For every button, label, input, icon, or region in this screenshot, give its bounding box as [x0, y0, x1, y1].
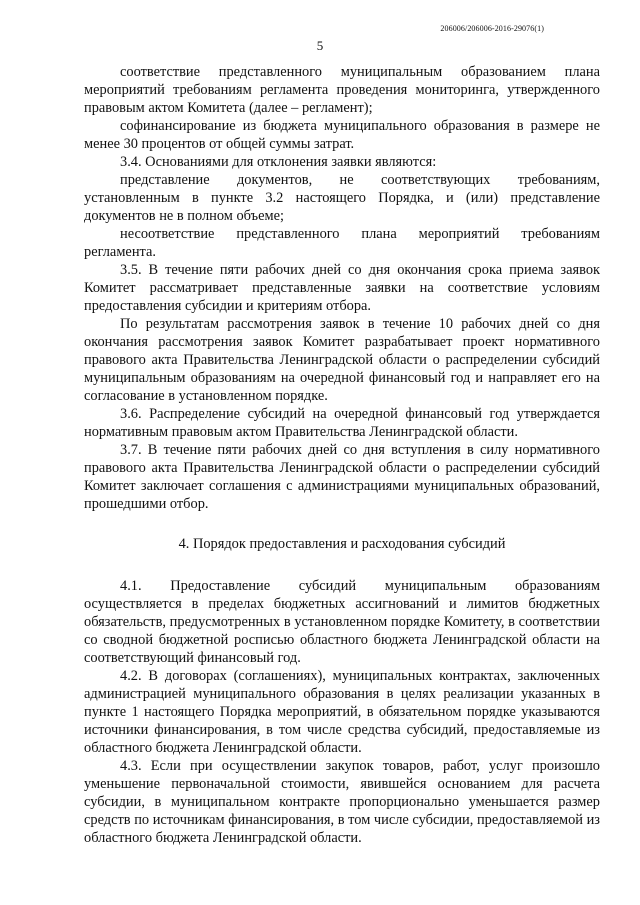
paragraph: софинансирование из бюджета муниципального образования в размере не менее 30 процентов от общей суммы затрат.	[84, 118, 600, 152]
paragraph: 3.4. Основаниями для отклонения заявки являются:	[120, 154, 437, 170]
paragraph: несоответствие представленного плана мероприятий требованиям регламента.	[84, 226, 600, 260]
paragraph: 3.6. Распределение субсидий на очередной финансовый год утверждается нормативным правовым актом Правительства Ленинградской области.	[84, 406, 600, 440]
document-id: 206006/206006-2016-29076(1)	[440, 24, 544, 33]
document-body	[84, 63, 600, 847]
paragraph: представление документов, не соответствующих требованиям, установленным в пункте 3.2 настоящего Порядка, и (или) представление документов не в полном объеме;	[84, 172, 600, 224]
paragraph: соответствие представленного муниципальным образованием плана мероприятий требованиям регламента проведения мониторинга, утвержденного правовым актом Комитета (далее – регламент);	[84, 64, 600, 116]
paragraph: 3.7. В течение пяти рабочих дней со дня вступления в силу нормативного правового акта Правительства Ленинградской области о распределении субсидий Комитет заключает соглашения с администрациями муниципальных образований, прошедшими отбор.	[84, 442, 600, 512]
paragraph: 4.3. Если при осуществлении закупок товаров, работ, услуг произошло уменьшение первоначальной стоимости, явившейся основанием для расчета субсидии, в муниципальном контракте пропорционально уменьшается размер средств по источникам финансирования, в том числе субсидии, предоставляемой из областного бюджета Ленинградской области.	[84, 758, 600, 846]
paragraph: 4.2. В договорах (соглашениях), муниципальных контрактах, заключенных администрацией муниципального образования в целях реализации указанных в пункте 1 настоящего Порядка мероприятий, в обязательном порядке указываются источники финансирования, в том числе средства субсидий, предоставляемые из областного бюджета Ленинградской области.	[84, 668, 600, 756]
section-title: 4. Порядок предоставления и расходования субсидий	[178, 536, 506, 552]
page-number: 5	[316, 38, 324, 53]
paragraph: 3.5. В течение пяти рабочих дней со дня окончания срока приема заявок Комитет рассматривает представленные заявки на соответствие условиям предоставления субсидии и критериям отбора.	[84, 262, 600, 314]
paragraph: 4.1. Предоставление субсидий муниципальным образованиям осуществляется в пределах бюджетных ассигнований и лимитов бюджетных обязательств, предусмотренных в установленном порядке Комитету, в соответствии со сводной бюджетной росписью областного бюджета Ленинградской области на соответствующий финансовый год.	[84, 578, 600, 666]
paragraph: По результатам рассмотрения заявок в течение 10 рабочих дней со дня окончания рассмотрения заявок Комитет разрабатывает проект нормативного правового акта Правительства Ленинградской области о распределении субсидий муниципальным образованиям на очередной финансовый год и направляет его на согласование в установленном порядке.	[84, 316, 600, 404]
